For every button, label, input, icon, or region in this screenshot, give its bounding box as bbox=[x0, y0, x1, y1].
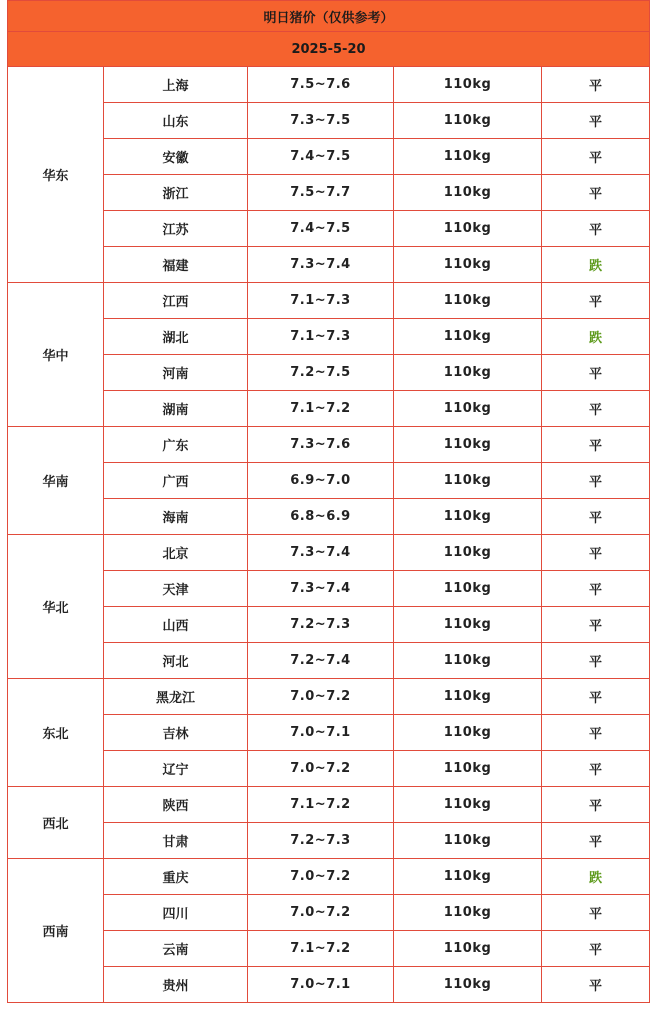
table-row bbox=[8, 607, 650, 643]
price-cell: 7.3~7.5 bbox=[248, 103, 394, 139]
trend-cell: 平 bbox=[542, 355, 650, 391]
province-cell: 山东 bbox=[104, 103, 248, 139]
province-cell: 广西 bbox=[104, 463, 248, 499]
table-title: 明日猪价（仅供参考） bbox=[8, 1, 650, 32]
region-cell: 华北 bbox=[8, 535, 104, 679]
province-cell: 河北 bbox=[104, 643, 248, 679]
price-cell: 7.1~7.3 bbox=[248, 283, 394, 319]
trend-cell: 平 bbox=[542, 283, 650, 319]
weight-cell: 110kg bbox=[394, 715, 542, 751]
table-date: 2025-5-20 bbox=[8, 32, 650, 67]
province-cell: 云南 bbox=[104, 931, 248, 967]
table-row bbox=[8, 535, 650, 571]
trend-cell: 跌 bbox=[542, 319, 650, 355]
price-cell: 7.4~7.5 bbox=[248, 211, 394, 247]
price-cell: 7.2~7.3 bbox=[248, 607, 394, 643]
table-row bbox=[8, 103, 650, 139]
price-cell: 7.5~7.6 bbox=[248, 67, 394, 103]
province-cell: 江苏 bbox=[104, 211, 248, 247]
weight-cell: 110kg bbox=[394, 607, 542, 643]
table-row bbox=[8, 571, 650, 607]
weight-cell: 110kg bbox=[394, 427, 542, 463]
trend-cell: 平 bbox=[542, 211, 650, 247]
trend-cell: 平 bbox=[542, 643, 650, 679]
price-cell: 7.1~7.2 bbox=[248, 787, 394, 823]
weight-cell: 110kg bbox=[394, 535, 542, 571]
region-cell: 西北 bbox=[8, 787, 104, 859]
pig-price-table bbox=[7, 0, 650, 1003]
province-cell: 上海 bbox=[104, 67, 248, 103]
weight-cell: 110kg bbox=[394, 391, 542, 427]
trend-cell: 平 bbox=[542, 103, 650, 139]
table-row bbox=[8, 787, 650, 823]
table-row bbox=[8, 283, 650, 319]
weight-cell: 110kg bbox=[394, 463, 542, 499]
weight-cell: 110kg bbox=[394, 571, 542, 607]
price-cell: 6.8~6.9 bbox=[248, 499, 394, 535]
province-cell: 河南 bbox=[104, 355, 248, 391]
weight-cell: 110kg bbox=[394, 787, 542, 823]
trend-cell: 平 bbox=[542, 679, 650, 715]
trend-cell: 平 bbox=[542, 67, 650, 103]
province-cell: 安徽 bbox=[104, 139, 248, 175]
table-row bbox=[8, 391, 650, 427]
weight-cell: 110kg bbox=[394, 355, 542, 391]
trend-cell: 平 bbox=[542, 607, 650, 643]
trend-cell: 平 bbox=[542, 715, 650, 751]
price-cell: 7.0~7.1 bbox=[248, 967, 394, 1003]
price-cell: 7.0~7.2 bbox=[248, 895, 394, 931]
table-row bbox=[8, 751, 650, 787]
weight-cell: 110kg bbox=[394, 931, 542, 967]
table-row bbox=[8, 319, 650, 355]
price-cell: 7.3~7.4 bbox=[248, 535, 394, 571]
trend-cell: 平 bbox=[542, 823, 650, 859]
weight-cell: 110kg bbox=[394, 895, 542, 931]
table-row bbox=[8, 643, 650, 679]
province-cell: 重庆 bbox=[104, 859, 248, 895]
trend-cell: 平 bbox=[542, 751, 650, 787]
table-row bbox=[8, 355, 650, 391]
weight-cell: 110kg bbox=[394, 211, 542, 247]
price-cell: 6.9~7.0 bbox=[248, 463, 394, 499]
weight-cell: 110kg bbox=[394, 859, 542, 895]
weight-cell: 110kg bbox=[394, 499, 542, 535]
table-row bbox=[8, 463, 650, 499]
trend-cell: 平 bbox=[542, 571, 650, 607]
table-row bbox=[8, 499, 650, 535]
weight-cell: 110kg bbox=[394, 103, 542, 139]
table-row bbox=[8, 139, 650, 175]
weight-cell: 110kg bbox=[394, 679, 542, 715]
table-row bbox=[8, 427, 650, 463]
table-row bbox=[8, 247, 650, 283]
region-cell: 华东 bbox=[8, 67, 104, 283]
table-row bbox=[8, 211, 650, 247]
weight-cell: 110kg bbox=[394, 283, 542, 319]
price-cell: 7.3~7.4 bbox=[248, 571, 394, 607]
table-row bbox=[8, 967, 650, 1003]
province-cell: 黑龙江 bbox=[104, 679, 248, 715]
province-cell: 湖北 bbox=[104, 319, 248, 355]
province-cell: 福建 bbox=[104, 247, 248, 283]
trend-cell: 平 bbox=[542, 463, 650, 499]
trend-cell: 跌 bbox=[542, 247, 650, 283]
region-cell: 华南 bbox=[8, 427, 104, 535]
price-cell: 7.0~7.2 bbox=[248, 859, 394, 895]
price-cell: 7.2~7.5 bbox=[248, 355, 394, 391]
table-body bbox=[8, 1, 650, 1003]
weight-cell: 110kg bbox=[394, 247, 542, 283]
province-cell: 浙江 bbox=[104, 175, 248, 211]
price-cell: 7.3~7.4 bbox=[248, 247, 394, 283]
province-cell: 辽宁 bbox=[104, 751, 248, 787]
price-cell: 7.0~7.1 bbox=[248, 715, 394, 751]
province-cell: 四川 bbox=[104, 895, 248, 931]
weight-cell: 110kg bbox=[394, 319, 542, 355]
price-cell: 7.2~7.3 bbox=[248, 823, 394, 859]
price-cell: 7.1~7.3 bbox=[248, 319, 394, 355]
date-row bbox=[8, 32, 650, 67]
trend-cell: 跌 bbox=[542, 859, 650, 895]
table-row bbox=[8, 931, 650, 967]
trend-cell: 平 bbox=[542, 391, 650, 427]
weight-cell: 110kg bbox=[394, 823, 542, 859]
province-cell: 海南 bbox=[104, 499, 248, 535]
trend-cell: 平 bbox=[542, 175, 650, 211]
province-cell: 天津 bbox=[104, 571, 248, 607]
province-cell: 吉林 bbox=[104, 715, 248, 751]
price-cell: 7.0~7.2 bbox=[248, 679, 394, 715]
region-cell: 华中 bbox=[8, 283, 104, 427]
price-cell: 7.1~7.2 bbox=[248, 931, 394, 967]
trend-cell: 平 bbox=[542, 139, 650, 175]
table-row bbox=[8, 823, 650, 859]
province-cell: 山西 bbox=[104, 607, 248, 643]
trend-cell: 平 bbox=[542, 895, 650, 931]
trend-cell: 平 bbox=[542, 967, 650, 1003]
region-cell: 西南 bbox=[8, 859, 104, 1003]
weight-cell: 110kg bbox=[394, 643, 542, 679]
price-cell: 7.5~7.7 bbox=[248, 175, 394, 211]
trend-cell: 平 bbox=[542, 427, 650, 463]
table-row bbox=[8, 175, 650, 211]
region-cell: 东北 bbox=[8, 679, 104, 787]
table-row bbox=[8, 715, 650, 751]
price-cell: 7.1~7.2 bbox=[248, 391, 394, 427]
price-cell: 7.2~7.4 bbox=[248, 643, 394, 679]
table-row bbox=[8, 679, 650, 715]
province-cell: 湖南 bbox=[104, 391, 248, 427]
price-cell: 7.4~7.5 bbox=[248, 139, 394, 175]
price-cell: 7.0~7.2 bbox=[248, 751, 394, 787]
weight-cell: 110kg bbox=[394, 139, 542, 175]
province-cell: 北京 bbox=[104, 535, 248, 571]
weight-cell: 110kg bbox=[394, 967, 542, 1003]
weight-cell: 110kg bbox=[394, 67, 542, 103]
trend-cell: 平 bbox=[542, 535, 650, 571]
trend-cell: 平 bbox=[542, 931, 650, 967]
title-row bbox=[8, 1, 650, 32]
province-cell: 贵州 bbox=[104, 967, 248, 1003]
price-cell: 7.3~7.6 bbox=[248, 427, 394, 463]
table-row bbox=[8, 895, 650, 931]
trend-cell: 平 bbox=[542, 499, 650, 535]
table-row bbox=[8, 67, 650, 103]
province-cell: 陕西 bbox=[104, 787, 248, 823]
table-row bbox=[8, 859, 650, 895]
weight-cell: 110kg bbox=[394, 751, 542, 787]
province-cell: 江西 bbox=[104, 283, 248, 319]
province-cell: 广东 bbox=[104, 427, 248, 463]
province-cell: 甘肃 bbox=[104, 823, 248, 859]
trend-cell: 平 bbox=[542, 787, 650, 823]
weight-cell: 110kg bbox=[394, 175, 542, 211]
